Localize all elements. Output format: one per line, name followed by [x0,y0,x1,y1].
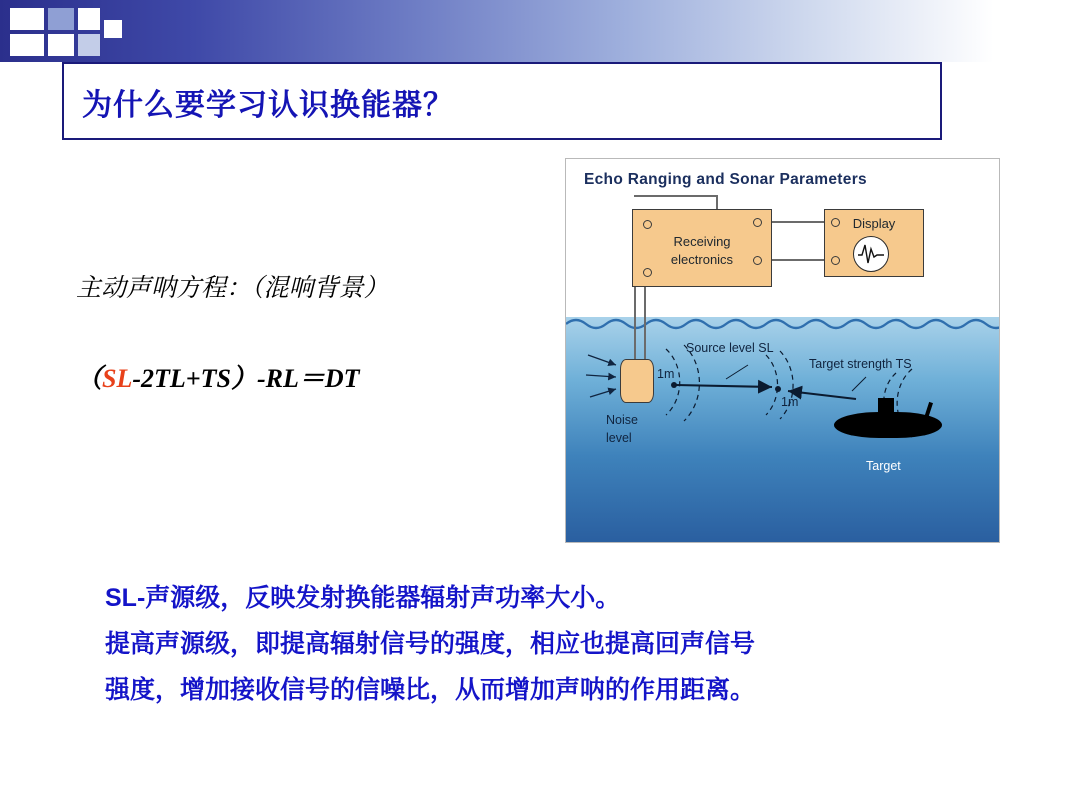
label-distance-left: 1m [657,367,675,381]
formula-prefix: （ [76,364,103,393]
banner-square [104,20,122,38]
banner-square [48,8,74,30]
banner-square [78,34,100,56]
summary-line-3: 强度，增加接收信号的信噪比，从而增加声呐的作用距离。 [105,676,756,704]
acoustic-annotations [566,159,999,542]
label-distance-right: 1m [781,395,799,409]
page-title: 为什么要学习认识换能器？ [82,89,454,122]
formula-rest: -2TL+TS）-RL＝DT [132,364,360,393]
banner-gradient [0,0,1080,62]
submarine-sail [878,398,894,414]
formula-highlight-sl: SL [102,364,133,393]
label-target: Target [866,459,901,473]
label-source-level: Source level SL [686,341,774,355]
receiving-electronics-label-line2: electronics [670,252,734,267]
summary-paragraph [105,575,985,713]
banner-square [48,34,74,56]
decorative-top-banner [0,0,1080,62]
banner-square [10,8,44,30]
display-label: Display [852,216,896,231]
receiving-electronics-label-line1: Receiving [673,234,731,249]
summary-line-1: SL-声源级，反映发射换能器辐射声功率大小。 [105,584,621,612]
banner-square [10,34,44,56]
summary-line-2: 提高声源级，即提高辐射信号的强度，相应也提高回声信号 [105,630,756,658]
figure-title: Echo Ranging and Sonar Parameters [584,171,867,188]
label-noise-level-line2: level [606,431,632,445]
label-noise-level-line1: Noise [606,413,638,427]
sonar-equation-formula [76,358,359,395]
sonar-diagram-figure [565,158,1000,543]
slide-title-box [62,62,942,140]
label-target-strength: Target strength TS [809,357,912,371]
equation-label: 主动声呐方程：（混响背景） [76,275,389,302]
banner-square [78,8,100,30]
